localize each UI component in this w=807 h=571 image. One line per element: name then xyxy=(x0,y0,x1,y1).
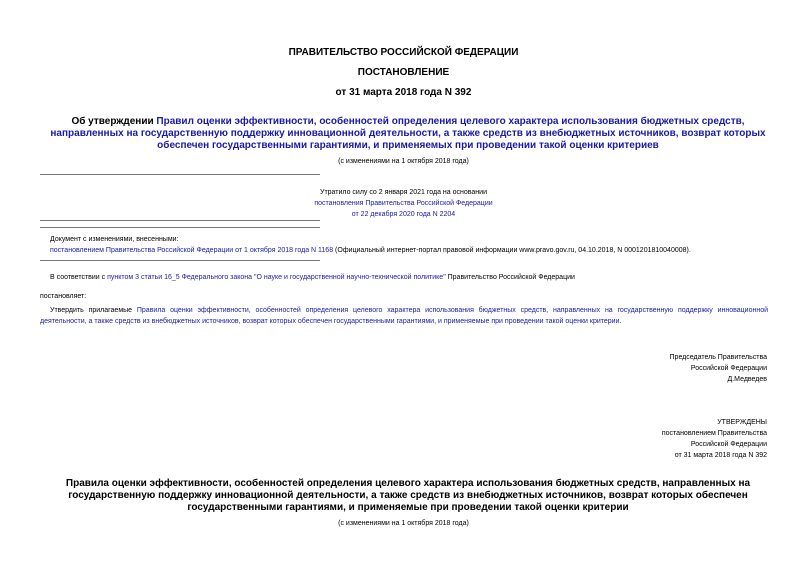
document-changes-label: Документ с изменениями, внесенными: xyxy=(50,236,179,243)
lost-force-text: Утратило силу со 2 января 2021 года на основании xyxy=(320,189,487,196)
divider xyxy=(40,260,320,261)
decree-word: постановляет: xyxy=(40,293,87,300)
document-type-heading: ПОСТАНОВЛЕНИЕ xyxy=(357,67,450,78)
approve-suffix: . xyxy=(619,318,622,325)
federal-law-link[interactable]: пунктом 3 статьи 16_5 Федерального закона "О науке и государственной научно-технической политике" xyxy=(107,274,446,281)
lost-force-decree-link[interactable]: постановления Правительства Российской Федерации xyxy=(314,200,493,207)
approve-prefix: Утвердить прилагаемые xyxy=(50,307,137,314)
lost-force-decree-date-link[interactable]: от 22 декабря 2020 года N 2204 xyxy=(351,211,456,218)
government-heading: ПРАВИТЕЛЬСТВО РОССИЙСКОЙ ФЕДЕРАЦИИ xyxy=(288,47,519,58)
divider xyxy=(40,220,320,221)
approve-paragraph xyxy=(40,305,768,327)
divider xyxy=(40,227,320,228)
divider xyxy=(40,174,320,175)
approved-rules-link[interactable]: Правила оценки эффективности, особенностей определения целевого характера использования бюджетных средств, направленных на государственную поддержку инновационной деятельности, а также средств из внебюджетных источников, возврат которых обеспечен государственными гарантиями, и применяемые при проведении такой оценки критерии xyxy=(40,307,768,325)
legal-basis-paragraph xyxy=(50,272,790,283)
approval-line: Российской Федерации xyxy=(690,441,767,448)
document-date-number: от 31 марта 2018 года N 392 xyxy=(335,87,472,98)
document-title xyxy=(48,116,768,152)
rules-amendment-note: (с изменениями на 1 октября 2018 года) xyxy=(338,520,469,527)
title-rules-link[interactable]: Правил оценки эффективности, особенностей определения целевого характера использования бюджетных средств, направленных на государственную поддержку инновационной деятельности, а также средств из внебюджетных источников, возврат которых обеспечен государственными гарантиями, и применяемых при проведении такой оценки критериев xyxy=(50,116,766,151)
document-changes xyxy=(50,234,790,256)
signature-block xyxy=(567,352,767,385)
signature-country: Российской Федерации xyxy=(690,365,767,372)
amending-decree-source: (Официальный интернет-портал правовой информации www.pravo.gov.ru, 04.10.2018, N 0001201810040008). xyxy=(333,247,691,254)
signature-position: Председатель Правительства xyxy=(669,354,767,361)
approval-stamp xyxy=(567,417,767,461)
basis-suffix: Правительство Российской Федерации xyxy=(445,274,575,281)
title-prefix: Об утверждении xyxy=(71,116,157,127)
basis-prefix: В соответствии с xyxy=(50,274,108,281)
amendment-note: (с изменениями на 1 октября 2018 года) xyxy=(338,158,469,165)
approval-line: постановлением Правительства xyxy=(661,430,767,437)
approval-heading: УТВЕРЖДЕНЫ xyxy=(717,419,767,426)
signature-name: Д.Медведев xyxy=(727,376,767,383)
amending-decree-link[interactable]: постановлением Правительства Российской Федерации от 1 октября 2018 года N 1168 xyxy=(50,247,334,254)
approval-date: от 31 марта 2018 года N 392 xyxy=(674,452,767,459)
rules-title: Правила оценки эффективности, особенностей определения целевого характера использования бюджетных средств, направленных на государственную поддержку инновационной деятельности, а также средств из внебюджетных источников, возврат которых обеспечен государственными гарантиями, и применяемые при проведении такой оценки критерии xyxy=(65,478,751,513)
lost-force-notice xyxy=(220,187,587,220)
